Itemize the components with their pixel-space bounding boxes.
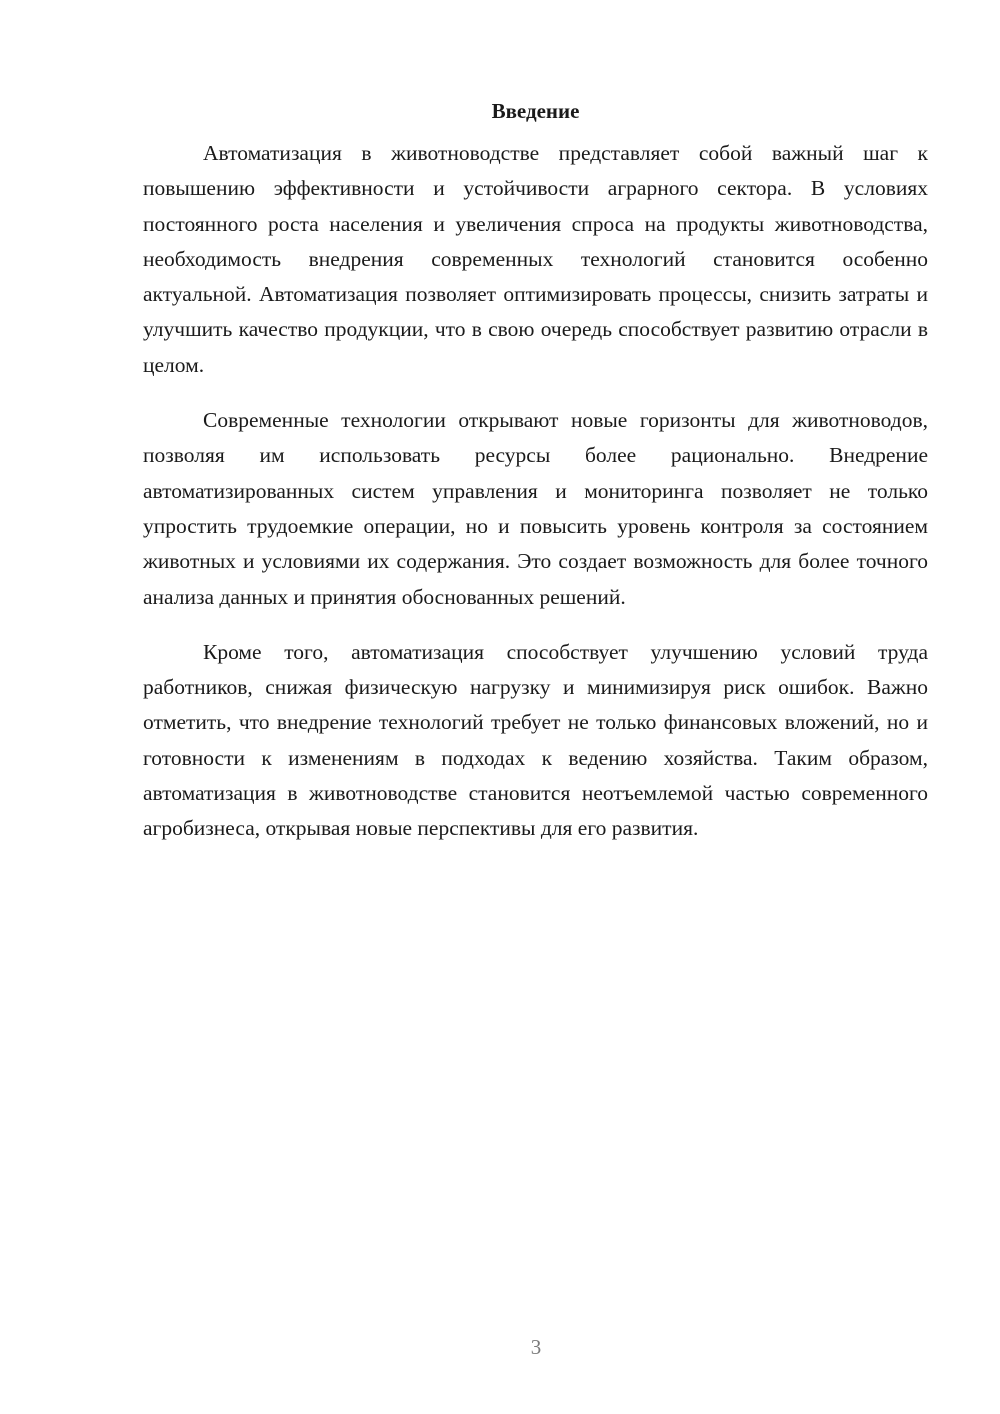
paragraph-3: Кроме того, автоматизация способствует улучшению условий труда работников, снижая физическую нагрузку и минимизируя риск ошибок. Важно отметить, что внедрение технологий требует не только финансовых вложений, но и готовности к изменениям в подходах к ведению хозяйства. Таким образом, автоматизация в животноводстве становится неотъемлемой частью современного агробизнеса, открывая новые перспективы для его развития. (143, 639, 928, 841)
page-number: 3 (530, 1335, 542, 1359)
section-title: Введение (491, 99, 580, 123)
page-content (143, 96, 928, 847)
paragraph-1: Автоматизация в животноводстве представляет собой важный шаг к повышению эффективности и устойчивости аграрного сектора. В условиях постоянного роста населения и увеличения спроса на продукты животноводства, необходимость внедрения современных технологий становится особенно актуальной. Автоматизация позволяет оптимизировать процессы, снизить затраты и улучшить качество продукции, что в свою очередь способствует развитию отрасли в целом. (143, 141, 928, 377)
paragraph-2: Современные технологии открывают новые горизонты для животноводов, позволяя им использовать ресурсы более рационально. Внедрение автоматизированных систем управления и мониторинга позволяет не только упростить трудоемкие операции, но и повысить уровень контроля за состоянием животных и условиями их содержания. Это создает возможность для более точного анализа данных и принятия обоснованных решений. (143, 408, 928, 609)
